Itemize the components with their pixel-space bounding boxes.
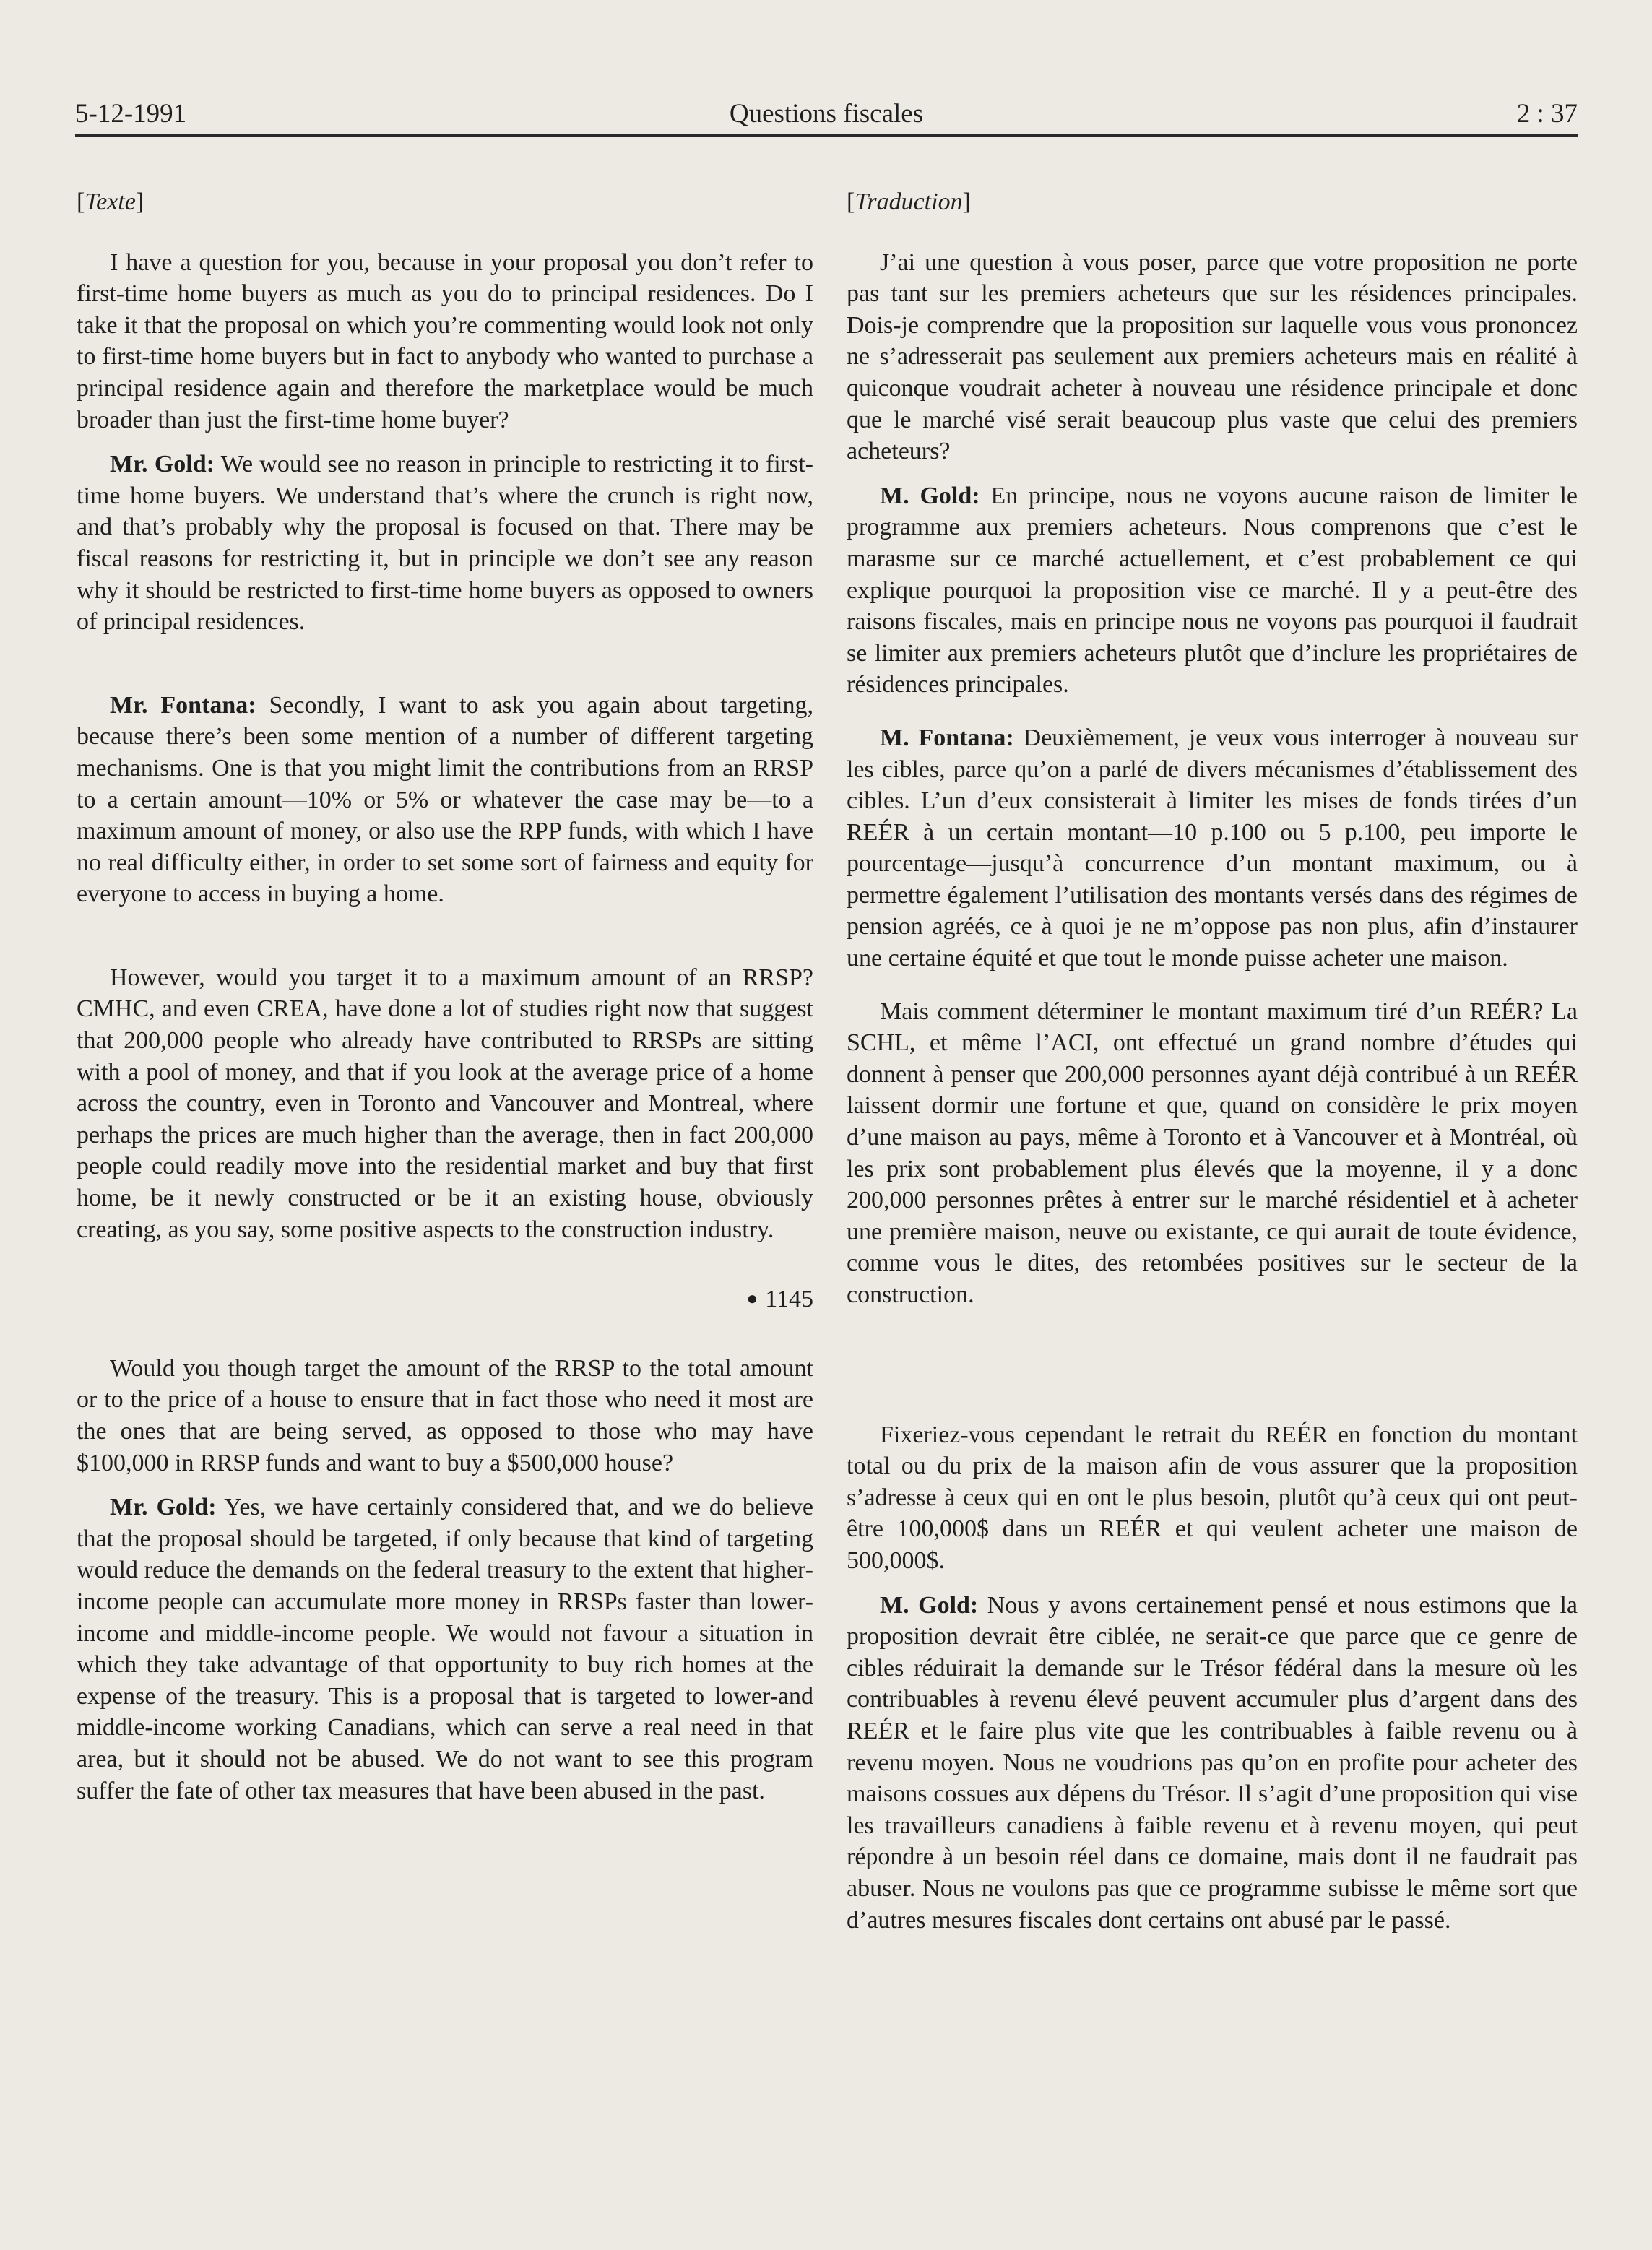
speaker-name: Mr. Gold: (110, 451, 215, 478)
speaker-name: M. Gold: (880, 1591, 979, 1619)
time-marker: ● 1145 (746, 1286, 813, 1313)
header-date: 5-12-1991 (75, 99, 187, 129)
paragraph-question-1: I have a question for you, because in your proposal you don’t refer to first-time home buyers as much as you do to principal residences. Do I take it that the proposal on which you’re commenting would look not only to first-time home buyers but in fact to anybody who wanted to purchase a principal residence again and therefore the marketplace would be much broader than just the first-time home buyer? (77, 248, 813, 433)
paragraph-fontana-question: M. Fontana: Deuxièmement, je veux vous interroger à nouveau sur les cibles, parce qu’on a parlé de divers mécanismes d’établissement des cibles. L’un d’eux consisterait à limiter les mises de fonds tirées d’un REÉR à un certain montant—10 p.100 ou 5 p.100, peu importe le pourcentage—jusqu’à concurrence d’un montant maximum, ou à permettre également l’utilisation des montants versés dans des régimes de pension agréés, ce à quoi je ne m’oppose pas non plus, afin d’instaurer une certaine équité et que tout le monde puisse acheter une maison. (847, 724, 1578, 972)
column-label-traduction: [Traduction] (847, 189, 971, 215)
speaker-name: M. Gold: (880, 482, 980, 509)
paragraph-question-target: Would you though target the amount of the RRSP to the total amount or to the price of a house to ensure that in fact those who need it most are the ones that are being served, as opposed to those who may have $100,000 in RRSP funds and want to buy a $500,000 house? (77, 1354, 813, 1476)
page-header (75, 98, 1578, 136)
french-column (847, 186, 1578, 1936)
paragraph-fontana-question: Mr. Fontana: Secondly, I want to ask you again about targeting, because there’s been some mention of a number of different targeting mechanisms. One is that you might limit the contributions from an RRSP to a certain amount—10% or 5% or whatever the case may be—to a maximum amount of money, or also use the RPP funds, with which I have no real difficulty either, in order to set some sort of fairness and equity for everyone to access in buying a home. (77, 691, 813, 908)
paragraph-question-rrsp: Mais comment déterminer le montant maximum tiré d’un REÉR? La SCHL, et même l’ACI, ont effectué un grand nombre d’études qui donnent à penser que 200,000 personnes ayant déjà contribué à un REÉR laissent dormir une fortune et que, quand on considère le prix moyen d’une maison au pays, même à Toronto et à Vancouver et à Montréal, où les prix sont probablement plus élevés que la moyenne, il y a donc 200,000 personnes prêtes à entrer sur le marché résidentiel et à acheter une première maison, neuve ou existante, ce qui aurait de toute évidence, comme vous le dites, des retombées positives sur le secteur de la construction. (847, 998, 1578, 1308)
header-title: Questions fiscales (729, 99, 924, 129)
header-page-number: 2 : 37 (1516, 99, 1578, 129)
paragraph-gold-answer-1: Mr. Gold: We would see no reason in principle to restricting it to first-time home buyers. We understand that’s where the crunch is right now, and that’s probably why the proposal is focused on that. There may be fiscal reasons for restricting it, but in principle we don’t see any reason why it should be restricted to first-time home buyers as opposed to owners of principal residences. (77, 451, 813, 636)
paragraph-question-rrsp: However, would you target it to a maximum amount of an RRSP? CMHC, and even CREA, have done a lot of studies right now that suggest that 200,000 people who already have contributed to RRSPs are sitting with a pool of money, and that if you look at the average price of a home across the country, even in Toronto and Vancouver and Montreal, where perhaps the prices are much higher than the average, then in fact 200,000 people could readily move into the residential market and buy that first home, be it newly constructed or be it an existing house, obviously creating, as you say, some positive aspects to the construction industry. (77, 964, 813, 1243)
speaker-name: Mr. Fontana: (110, 691, 256, 719)
paragraph-question-target: Fixeriez-vous cependant le retrait du REÉR en fonction du montant total ou du prix de la maison afin de vous assurer que la proposition s’adresse à ceux qui en ont le plus besoin, plutôt qu’à ceux qui ont peut-être 100,000$ dans un REÉR et qui veulent acheter une maison de 500,000$. (847, 1421, 1578, 1574)
english-column (77, 186, 813, 1807)
header-rule (75, 134, 1578, 137)
paragraph-gold-answer-2: M. Gold: Nous y avons certainement pensé et nous estimons que la proposition devrait être ciblée, ne serait-ce que parce que ce genre de cibles réduirait la demande sur le Trésor fédéral dans la mesure où les contribuables à revenu élevé peuvent accumuler plus d’argent dans des REÉR et le faire plus vite que les contribuables à faible revenu ou à revenu moyen. Nous ne voudrions pas qu’on en profite pour acheter des maisons cossues aux dépens du Trésor. Il s’agit d’une proposition qui vise les travailleurs canadiens à faible revenu et à revenu moyen, qui peut répondre à un besoin réel dans ce domaine, mais dont il ne faudrait pas abuser. Nous ne voulons pas que ce programme subisse le même sort que d’autres mesures fiscales dont certains ont abusé par le passé. (847, 1591, 1578, 1934)
speaker-name: M. Fontana: (880, 724, 1014, 751)
paragraph-gold-answer-2: Mr. Gold: Yes, we have certainly considered that, and we do believe that the proposal should be targeted, if only because that kind of targeting would reduce the demands on the federal treasury to the extent that higher-income people can accumulate more money in RRSPs faster than lower-income and middle-income people. We would not favour a situation in which they take advantage of that opportunity to buy rich homes at the expense of the treasury. This is a proposal that is targeted to lower-and middle-income working Canadians, which can serve a real need in that area, but it should not be abused. We do not want to see this program suffer the fate of other tax measures that have been abused in the past. (77, 1494, 813, 1804)
speaker-name: Mr. Gold: (110, 1494, 217, 1521)
paragraph-question-1: J’ai une question à vous poser, parce que votre proposition ne porte pas tant sur les premiers acheteurs que sur les résidences principales. Dois-je comprendre que la proposition sur laquelle vous vous prononcez ne s’adresserait pas seulement aux premiers acheteurs mais en réalité à quiconque voudrait acheter à nouveau une résidence principale et donc que le marché visé serait beaucoup plus vaste que celui des premiers acheteurs? (847, 248, 1578, 465)
paragraph-gold-answer-1: M. Gold: En principe, nous ne voyons aucune raison de limiter le programme aux premiers acheteurs. Nous comprenons que c’est le marasme sur ce marché actuellement, et c’est probablement ce qui explique pourquoi la proposition vise ce marché. Il y a peut-être des raisons fiscales, mais en principe nous ne voyons pas pourquoi il faudrait se limiter aux premiers acheteurs plutôt que d’inclure les propriétaires de résidences principales. (847, 482, 1578, 698)
column-label-texte: [Texte] (77, 189, 144, 215)
